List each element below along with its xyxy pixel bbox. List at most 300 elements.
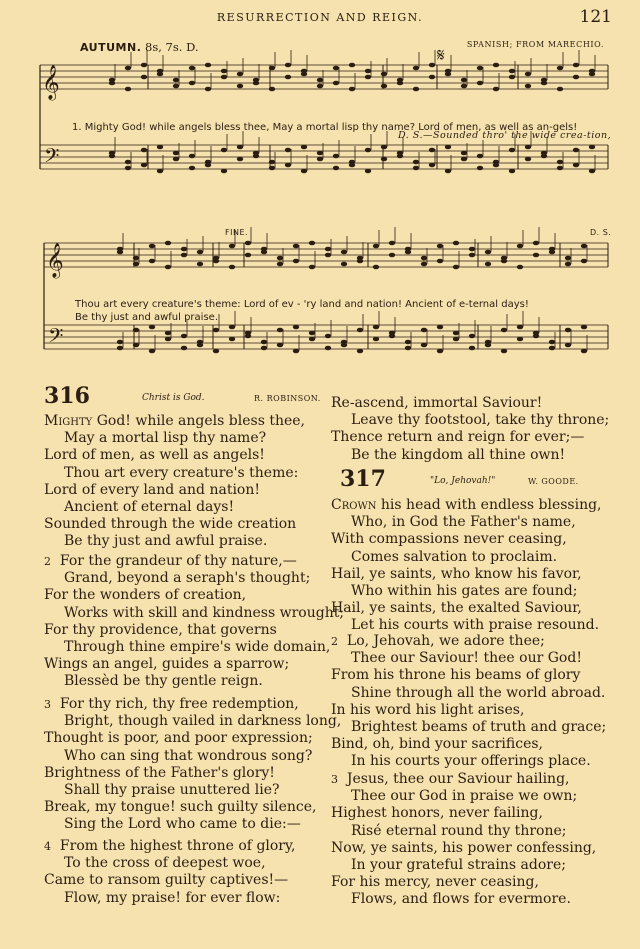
hymn-317-header	[340, 466, 610, 492]
note-head	[157, 72, 163, 77]
note-head	[269, 166, 275, 171]
bass-clef-icon: 𝄢	[48, 324, 64, 352]
note-head	[157, 169, 163, 174]
verse-line: With compassions never ceasing,	[331, 531, 567, 548]
note-head	[277, 343, 283, 348]
segno-sign: 𝄋	[437, 45, 446, 66]
note-head	[229, 337, 235, 342]
verse-line: Break, my tongue! such guilty silence,	[44, 799, 317, 816]
note-head	[565, 328, 571, 333]
note-head	[341, 262, 347, 267]
note-head	[309, 331, 315, 336]
note-head	[565, 262, 571, 267]
hymn-316-verse-4-continued	[331, 395, 609, 464]
note-head	[189, 154, 195, 159]
note-head	[541, 81, 547, 86]
note-head	[205, 163, 211, 168]
note-head	[429, 75, 435, 80]
note-head	[197, 343, 203, 348]
note-head	[421, 343, 427, 348]
note-head	[261, 346, 267, 351]
first-word: Mighty	[44, 413, 93, 429]
note-head	[309, 241, 315, 246]
tune-meter: 8s, 7s. D.	[145, 40, 199, 54]
note-head	[213, 328, 219, 333]
verse-line: Wings an angel, guides a sparrow;	[44, 656, 290, 673]
hymn-317-verse-1: Crown his head with endless blessing, Who, in God the Father's name, With compassions never ceasing, Comes salvation to proclaim. Hail, ye saints, who know his favor, Who within his gates are found; Hail, ye saints, the exalted Saviour, Let his courts with praise resound.	[331, 497, 602, 634]
note-head	[277, 262, 283, 267]
verse-line: Now, ye saints, his power confessing,	[331, 839, 597, 856]
note-head	[141, 63, 147, 68]
note-head	[373, 325, 379, 330]
note-head	[237, 72, 243, 77]
note-head	[173, 151, 179, 156]
verse-line: Brightest beams of truth and grace;	[351, 719, 607, 736]
note-head	[437, 244, 443, 249]
hymn-title: Christ is God.	[142, 393, 205, 403]
verse-line: To the cross of deepest woe,	[64, 855, 266, 872]
note-head	[397, 81, 403, 86]
note-head	[581, 349, 587, 354]
note-head	[333, 154, 339, 159]
note-head	[165, 331, 171, 336]
note-head	[525, 157, 531, 162]
verse-line: Comes salvation to proclaim.	[351, 548, 558, 565]
note-head	[581, 325, 587, 330]
verse-line: Lord of men, as well as angels!	[44, 447, 265, 464]
note-head	[381, 157, 387, 162]
note-head	[533, 241, 539, 246]
verse-line: Thee our Saviour! thee our God!	[351, 650, 582, 667]
note-head	[557, 166, 563, 171]
note-head	[461, 84, 467, 89]
treble-clef-icon: 𝄞	[46, 243, 64, 278]
note-head	[485, 343, 491, 348]
note-head	[581, 259, 587, 264]
note-head	[389, 241, 395, 246]
note-head	[549, 340, 555, 345]
note-head	[149, 325, 155, 330]
note-head	[581, 244, 587, 249]
note-head	[237, 145, 243, 150]
verse-line: Sing the Lord who came to die:—	[64, 816, 301, 833]
verse-line: Lord of every land and nation!	[44, 481, 260, 498]
note-head	[453, 241, 459, 246]
note-head	[229, 265, 235, 270]
note-head	[261, 250, 267, 255]
note-head	[565, 343, 571, 348]
note-head	[125, 166, 131, 171]
note-head	[213, 349, 219, 354]
note-head	[149, 244, 155, 249]
note-head	[573, 148, 579, 153]
note-head	[421, 262, 427, 267]
note-head	[405, 346, 411, 351]
note-head	[549, 346, 555, 351]
note-head	[397, 154, 403, 159]
verse-line: Grand, beyond a seraph's thought;	[64, 570, 311, 587]
note-head	[421, 328, 427, 333]
verse-line: Hail, ye saints, the exalted Saviour,	[331, 600, 582, 617]
note-head	[429, 163, 435, 168]
verse-line: Blessèd be thy gentle reign.	[64, 673, 263, 690]
note-head	[149, 259, 155, 264]
verse-line: Highest honors, never failing,	[331, 805, 543, 822]
note-head	[389, 253, 395, 258]
note-head	[125, 160, 131, 165]
verse-line: Works with skill and kindness wrought;	[64, 604, 345, 621]
verse-line: Re-ascend, immortal Saviour!	[331, 395, 543, 411]
note-head	[445, 169, 451, 174]
note-head	[501, 349, 507, 354]
note-head	[293, 349, 299, 354]
verse-line: Who within his gates are found;	[351, 583, 578, 600]
treble-clef-icon: 𝄞	[42, 65, 60, 100]
note-head	[165, 337, 171, 342]
music-lyric-line-2: Thou art every creature's theme: Lord of ev - 'ry land and nation! Ancient of e-ternal days!	[75, 299, 529, 310]
note-head	[413, 166, 419, 171]
note-head	[317, 78, 323, 83]
note-head	[485, 262, 491, 267]
verse-line: Let his courts with praise resound.	[351, 617, 600, 634]
note-head	[325, 346, 331, 351]
note-head	[589, 145, 595, 150]
note-head	[437, 325, 443, 330]
verse-line: Shine through all the world abroad.	[351, 684, 606, 701]
note-head	[197, 250, 203, 255]
note-head	[293, 325, 299, 330]
note-head	[261, 340, 267, 345]
note-head	[141, 75, 147, 80]
note-head	[341, 250, 347, 255]
note-head	[381, 72, 387, 77]
note-head	[437, 349, 443, 354]
verse-line: Be thy just and awful praise.	[64, 533, 268, 550]
note-head	[357, 328, 363, 333]
note-head	[221, 69, 227, 74]
note-head	[301, 169, 307, 174]
verse-line: May a mortal lisp thy name?	[64, 430, 267, 447]
note-head	[221, 75, 227, 80]
note-head	[173, 84, 179, 89]
note-head	[517, 265, 523, 270]
verse-line: Brightness of the Father's glory!	[44, 764, 275, 781]
note-head	[477, 154, 483, 159]
first-word: Crown	[331, 497, 377, 513]
note-head	[589, 72, 595, 77]
verse-line: For thy providence, that governs	[44, 621, 277, 638]
note-head	[469, 247, 475, 252]
hymn-317-verse-2: 2 Lo, Jehovah, we adore thee; Thee our Saviour! thee our God! From his throne his beams of glory Shine through all the world abroad. In his word his light arises, Brightest beams of truth and grace; Bind, oh, bind your sacrifices, In his courts your offerings place.	[331, 633, 607, 770]
note-head	[453, 265, 459, 270]
note-head	[181, 247, 187, 252]
note-head	[213, 259, 219, 264]
note-head	[405, 250, 411, 255]
ds-mark: D. S.	[590, 228, 612, 237]
note-head	[381, 84, 387, 89]
note-head	[533, 334, 539, 339]
verse-number: 2	[331, 635, 338, 648]
verse-line: In his word his light arises,	[331, 701, 525, 718]
note-head	[173, 157, 179, 162]
note-head	[461, 157, 467, 162]
note-head	[109, 81, 115, 86]
verse-line: Shall thy praise unuttered lie?	[64, 782, 280, 799]
note-head	[141, 163, 147, 168]
note-head	[525, 84, 531, 89]
note-head	[165, 265, 171, 270]
note-head	[525, 72, 531, 77]
note-head	[477, 81, 483, 86]
note-head	[549, 250, 555, 255]
page-number: 121	[579, 7, 612, 27]
note-head	[181, 253, 187, 258]
note-head	[565, 256, 571, 261]
note-head	[541, 154, 547, 159]
note-head	[109, 154, 115, 159]
note-head	[133, 256, 139, 261]
note-head	[509, 169, 515, 174]
note-head	[589, 169, 595, 174]
note-head	[373, 265, 379, 270]
note-head	[405, 340, 411, 345]
note-head	[253, 81, 259, 86]
note-head	[501, 328, 507, 333]
note-head	[189, 81, 195, 86]
verse-number: 2	[44, 555, 51, 568]
note-head	[509, 148, 515, 153]
verse-line: Who can sing that wondrous song?	[64, 747, 313, 764]
note-head	[181, 334, 187, 339]
note-head	[189, 66, 195, 71]
note-head	[573, 163, 579, 168]
note-head	[357, 349, 363, 354]
note-head	[517, 325, 523, 330]
verse-line: Ancient of eternal days!	[64, 499, 235, 516]
note-head	[285, 148, 291, 153]
ds-lyric-line-1: D. S.—Sounded thro' the wide crea-tion,	[398, 130, 612, 141]
note-head	[285, 75, 291, 80]
verse-line: From his throne his beams of glory	[331, 667, 581, 684]
note-head	[517, 337, 523, 342]
note-head	[557, 66, 563, 71]
note-head	[365, 148, 371, 153]
note-head	[221, 169, 227, 174]
fine-mark: FINE.	[225, 228, 249, 237]
note-head	[493, 163, 499, 168]
note-head	[365, 75, 371, 80]
note-head	[173, 78, 179, 83]
note-head	[237, 157, 243, 162]
note-head	[509, 75, 515, 80]
note-head	[333, 166, 339, 171]
note-head	[461, 151, 467, 156]
note-head	[469, 346, 475, 351]
note-head	[525, 145, 531, 150]
note-head	[429, 63, 435, 68]
note-head	[429, 148, 435, 153]
note-head	[349, 63, 355, 68]
verse-line: Who, in God the Father's name,	[351, 514, 576, 531]
tune-name: AUTUMN.	[80, 41, 142, 54]
verse-line: Came to ransom guilty captives!—	[44, 872, 289, 889]
note-head	[357, 259, 363, 264]
note-head	[221, 148, 227, 153]
note-head	[285, 63, 291, 68]
note-head	[509, 69, 515, 74]
verse-line: For his mercy, never ceasing,	[331, 874, 539, 891]
note-head	[453, 337, 459, 342]
verse-line: Thee our God in praise we own;	[351, 788, 578, 805]
note-head	[301, 145, 307, 150]
verse-number: 3	[44, 698, 51, 711]
note-head	[421, 256, 427, 261]
note-head	[445, 145, 451, 150]
verse-line: Bind, oh, bind your sacrifices,	[331, 736, 543, 753]
verse-number: 3	[331, 773, 338, 786]
verse-line: In your grateful strains adore;	[351, 857, 566, 874]
note-head	[253, 154, 259, 159]
note-head	[501, 259, 507, 264]
note-head	[277, 256, 283, 261]
hymn-316-verse-1: Mighty God! while angels bless thee, May a mortal lisp thy name? Lord of men, as well as angels! Thou art every creature's theme: Lord of every land and nation! Ancient of eternal days! Sounded through the wide creation Be thy just and awful praise.	[44, 413, 305, 550]
note-head	[413, 160, 419, 165]
note-head	[285, 163, 291, 168]
verse-line: Risé eternal round thy throne;	[351, 822, 567, 839]
note-head	[125, 66, 131, 71]
hymn-author: R. ROBINSON.	[254, 394, 321, 403]
note-head	[485, 250, 491, 255]
note-head	[453, 331, 459, 336]
verse-line: Thought is poor, and poor expression;	[44, 730, 313, 747]
running-title: RESURRECTION AND REIGN.	[216, 11, 424, 24]
verse-line: Bright, though vailed in darkness long,	[64, 713, 342, 730]
note-head	[245, 253, 251, 258]
note-head	[117, 340, 123, 345]
verse-line: Thence return and reign for ever;—	[331, 429, 585, 446]
verse-line: Hail, ye saints, who know his favor,	[331, 565, 582, 582]
note-head	[477, 66, 483, 71]
hymn-number: 317	[340, 466, 386, 492]
note-head	[269, 87, 275, 92]
note-head	[133, 262, 139, 267]
hymn-316-verse-2: 2 For the grandeur of thy nature,— Grand, beyond a seraph's thought; For the wonders of creation, Works with skill and kindness wrought; For thy providence, that governs Through thine empire's wide domain, Wings an angel, guides a sparrow; Blessèd be thy gentle reign.	[44, 553, 345, 690]
verse-line: Flow, my praise! for ever flow:	[64, 889, 281, 906]
note-head	[325, 334, 331, 339]
note-head	[269, 66, 275, 71]
verse-line: Sounded through the wide creation	[44, 516, 297, 533]
note-head	[189, 166, 195, 171]
note-head	[181, 346, 187, 351]
note-head	[309, 337, 315, 342]
hymn-316-header	[44, 383, 324, 409]
note-head	[445, 72, 451, 77]
note-head	[301, 72, 307, 77]
note-head	[573, 63, 579, 68]
note-head	[205, 87, 211, 92]
note-head	[557, 160, 563, 165]
note-head	[149, 349, 155, 354]
note-head	[349, 87, 355, 92]
note-head	[117, 346, 123, 351]
verse-line: Leave thy footstool, take thy throne;	[351, 412, 610, 429]
note-head	[437, 259, 443, 264]
music-lyric-line-3: Be thy just and awful praise.	[75, 312, 218, 323]
note-head	[157, 145, 163, 150]
note-head	[277, 328, 283, 333]
verse-line: For the wonders of creation,	[44, 587, 247, 604]
note-head	[349, 163, 355, 168]
note-head	[341, 343, 347, 348]
note-head	[309, 265, 315, 270]
hymn-316-verse-3: 3 For thy rich, thy free redemption, Bright, though vailed in darkness long, Thought is poor, and poor expression; Who can sing that wondrous song? Brightness of the Father's glory! Shall thy praise unuttered lie? Break, my tongue! such guilty silence, Sing the Lord who came to die:—	[44, 696, 342, 833]
note-head	[237, 84, 243, 89]
note-head	[229, 244, 235, 249]
note-head	[365, 169, 371, 174]
note-head	[373, 244, 379, 249]
note-head	[325, 247, 331, 252]
note-head	[573, 75, 579, 80]
hymn-317-verse-3: 3 Jesus, thee our Saviour hailing, Thee our God in praise we own; Highest honors, never failing, Risé eternal round thy throne; Now, ye saints, his power confessing, In your grateful strains adore; For his mercy, never ceasing, Flows, and flows for evermore.	[331, 771, 597, 908]
note-head	[493, 63, 499, 68]
note-head	[229, 325, 235, 330]
tune-source: SPANISH; FROM MARECHIO.	[466, 40, 604, 49]
note-head	[269, 160, 275, 165]
hymn-author: W. GOODE.	[528, 477, 579, 486]
note-head	[317, 151, 323, 156]
note-head	[413, 66, 419, 71]
note-head	[165, 241, 171, 246]
note-head	[293, 244, 299, 249]
note-head	[493, 87, 499, 92]
note-head	[333, 66, 339, 71]
note-head	[197, 262, 203, 267]
note-head	[245, 334, 251, 339]
note-head	[245, 241, 251, 246]
note-head	[293, 259, 299, 264]
verse-line: Be the kingdom all thine own!	[351, 446, 566, 463]
hymn-title: "Lo, Jehovah!"	[430, 476, 496, 486]
note-head	[461, 78, 467, 83]
note-head	[381, 145, 387, 150]
note-head	[373, 337, 379, 342]
note-head	[469, 253, 475, 258]
hymn-316-verse-4: 4 From the highest throne of glory, To the cross of deepest woe, Came to ransom guilty captives!— Flow, my praise! for ever flow:	[44, 838, 296, 906]
verse-line: In his courts your offerings place.	[351, 753, 591, 770]
verse-number: 4	[44, 840, 51, 853]
note-head	[141, 148, 147, 153]
note-head	[517, 244, 523, 249]
note-head	[333, 81, 339, 86]
note-head	[469, 334, 475, 339]
note-head	[205, 63, 211, 68]
verse-line: Through thine empire's wide domain,	[64, 639, 331, 656]
music-lyric-line-1: 1. Mighty God! while angels bless thee, May a mortal lisp thy name? Lord of men, as well as an-gels!	[72, 122, 578, 133]
note-head	[133, 343, 139, 348]
note-head	[117, 250, 123, 255]
note-head	[317, 157, 323, 162]
note-head	[365, 69, 371, 74]
note-head	[317, 84, 323, 89]
verse-line: Flows, and flows for evermore.	[351, 891, 571, 908]
note-head	[125, 87, 131, 92]
note-head	[325, 253, 331, 258]
note-head	[533, 253, 539, 258]
bass-clef-icon: 𝄢	[44, 144, 60, 172]
note-head	[477, 166, 483, 171]
note-head	[389, 334, 395, 339]
hymn-number: 316	[44, 383, 90, 409]
